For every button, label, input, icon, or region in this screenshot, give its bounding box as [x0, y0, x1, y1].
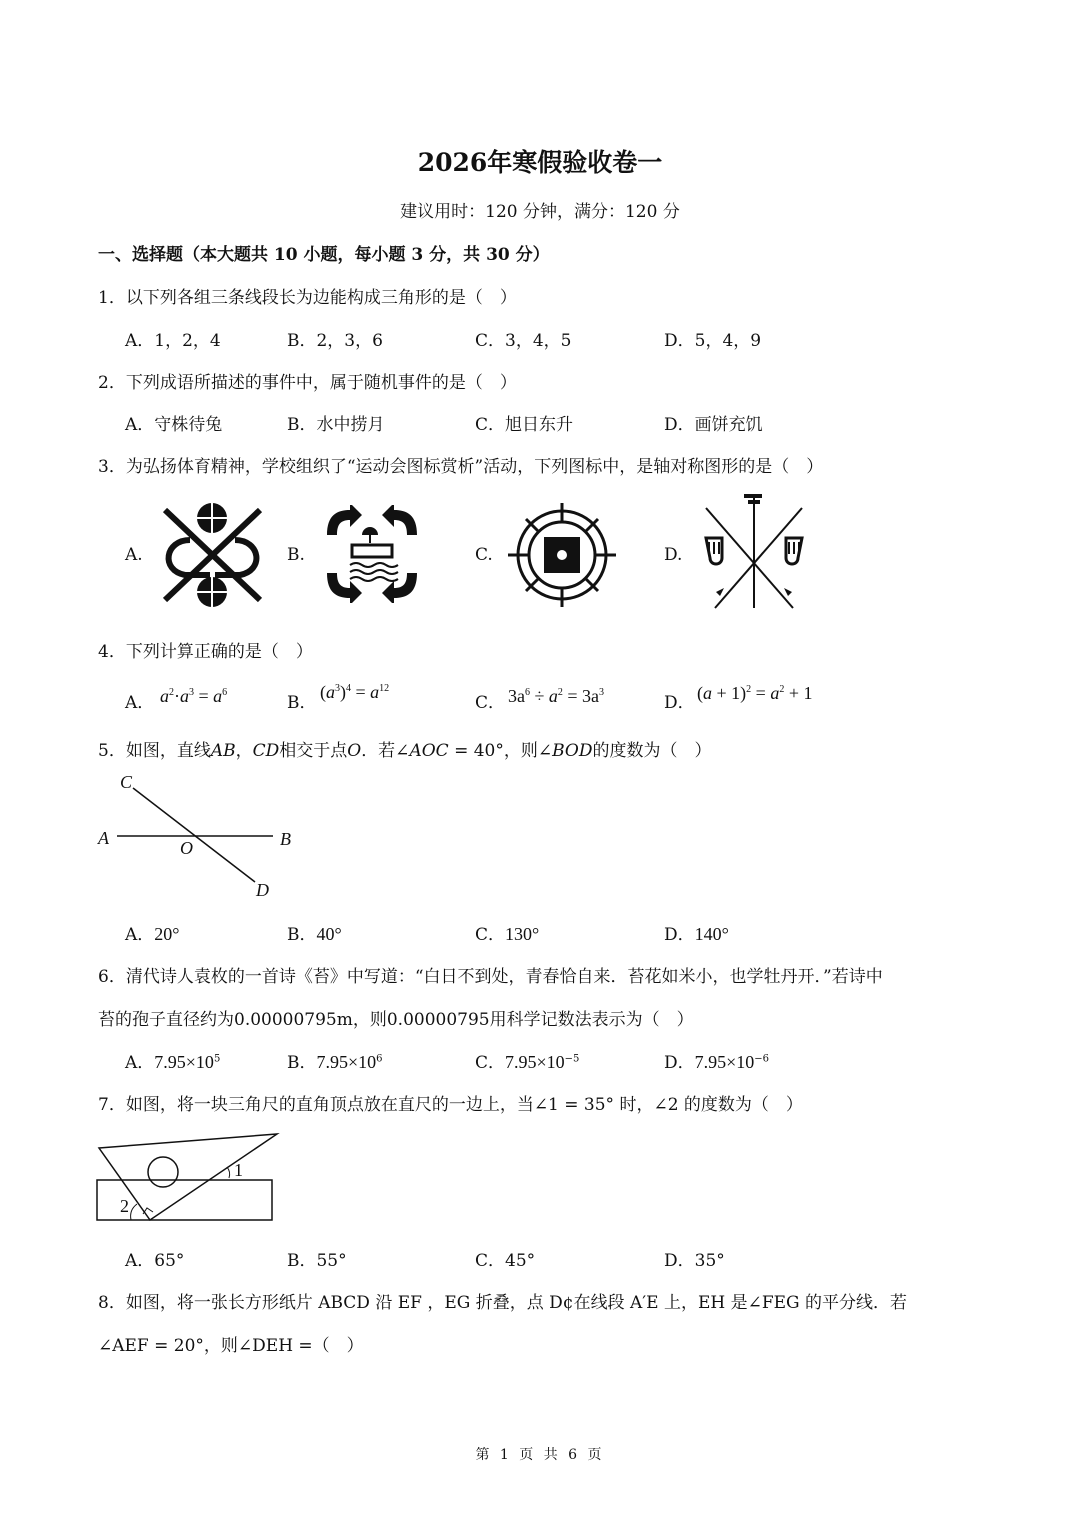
page-number: 第 1 页 共 6 页 [475, 1447, 605, 1463]
q2-option-b[interactable]: B．水中捞月 [287, 415, 385, 435]
q3-option-c[interactable]: C. [475, 545, 493, 565]
label-a: A [98, 828, 109, 848]
label-d: D [256, 880, 269, 900]
q4-option-c-expr: $3a^6 \div a^2 = 3a^3$ [508, 686, 605, 706]
page-subtitle: 建议用时：120 分钟，满分：120 分 [400, 202, 680, 222]
q4-option-b-expr: $(a^3)^4 = a^{12}$ [320, 682, 390, 702]
q7-option-b[interactable]: B．55° [287, 1251, 347, 1271]
q6-option-d[interactable]: D．$7.95\times 10^{-6}$ [664, 1052, 770, 1073]
target-icon-figure[interactable] [508, 503, 616, 607]
q7-option-c[interactable]: C．45° [475, 1251, 536, 1271]
q2-option-c[interactable]: C．旭日东升 [475, 415, 574, 435]
question-4-stem: 4．下列计算正确的是（ ） [98, 642, 313, 662]
q1-option-c[interactable]: C．3，4，5 [475, 331, 572, 351]
question-1-stem: 1．以下列各组三条线段长为边能构成三角形的是（ ） [98, 288, 517, 308]
q1-option-d[interactable]: D．5，4，9 [664, 331, 762, 351]
question-8-stem-line2: ∠AEF = 20°，则∠DEH =（ ） [98, 1336, 364, 1356]
label-b: B [280, 829, 291, 849]
q7-option-a[interactable]: A．65° [125, 1251, 185, 1271]
basketball-icon-figure[interactable] [155, 500, 270, 610]
q1-option-b[interactable]: B．2，3，6 [287, 331, 383, 351]
q4-option-d-expr: $(a + 1)^2 = a^2 + 1$ [697, 683, 813, 703]
q5-option-b[interactable]: B．40° [287, 924, 342, 945]
page-title: 2026年寒假验收卷一 [417, 148, 663, 177]
q6-option-a[interactable]: A．$7.95\times 10^5$ [125, 1052, 221, 1073]
q5-option-c[interactable]: C．130° [475, 924, 540, 945]
question-5-stem: 5．如图，直线AB，CD相交于点O．若∠AOC = 40°，则∠BOD的度数为（ ） [98, 741, 712, 761]
q5-option-d[interactable]: D．140° [664, 924, 729, 945]
angle-2-label: 2 [120, 1196, 129, 1216]
q6-option-b[interactable]: B．$7.95\times 10^6$ [287, 1052, 383, 1073]
q5-option-a[interactable]: A．20° [125, 924, 180, 945]
q2-option-d[interactable]: D．画饼充饥 [664, 415, 763, 435]
question-2-stem: 2．下列成语所描述的事件中，属于随机事件的是（ ） [98, 373, 517, 393]
q4-option-a-expr: $a^2\cdot a^3 = a^6$ [160, 686, 228, 706]
q6-option-c[interactable]: C．$7.95\times 10^{-5}$ [475, 1052, 580, 1073]
q2-option-a[interactable]: A．守株待兔 [125, 415, 223, 435]
q1-option-a[interactable]: A．1，2，4 [125, 331, 221, 351]
question-6-stem-line2: 苔的孢子直径约为0.00000795m，则0.00000795用科学记数法表示为（ ） [98, 1010, 694, 1030]
q3-option-d[interactable]: D. [664, 545, 683, 565]
q4-option-a[interactable]: A． [125, 693, 155, 713]
q3-option-b[interactable]: B. [287, 545, 305, 565]
label-c: C [120, 772, 133, 792]
q3-option-a[interactable]: A. [125, 545, 143, 565]
question-6-stem-line1: 6．清代诗人袁枚的一首诗《苔》中写道：“白日不到处，青春恰自来．苔花如米小，也学牡丹开．”若诗中 [98, 967, 883, 987]
q4-option-d[interactable]: D． [664, 693, 695, 713]
question-8-stem-line1: 8．如图，将一张长方形纸片 ABCD 沿 EF ，EG 折叠，点 D¢在线段 A′E 上，EH 是∠FEG 的平分线．若 [98, 1293, 908, 1313]
q4-option-c[interactable]: C． [475, 693, 506, 713]
swimming-icon-figure[interactable] [322, 505, 422, 603]
angle-1-label: 1 [234, 1160, 243, 1180]
question-3-stem: 3．为弘扬体育精神，学校组织了“运动会图标赏析”活动，下列图标中，是轴对称图形的是（ ） [98, 457, 824, 477]
section-heading: 一、选择题（本大题共 10 小题，每小题 3 分，共 30 分） [98, 245, 550, 265]
q7-option-d[interactable]: D．35° [664, 1251, 725, 1271]
fencing-icon-figure[interactable] [698, 490, 810, 612]
q4-option-b[interactable]: B． [287, 693, 317, 713]
label-o: O [180, 838, 193, 858]
question-7-stem: 7．如图，将一块三角尺的直角顶点放在直尺的一边上，当∠1 = 35° 时，∠2 的度数为（ ） [98, 1095, 803, 1115]
